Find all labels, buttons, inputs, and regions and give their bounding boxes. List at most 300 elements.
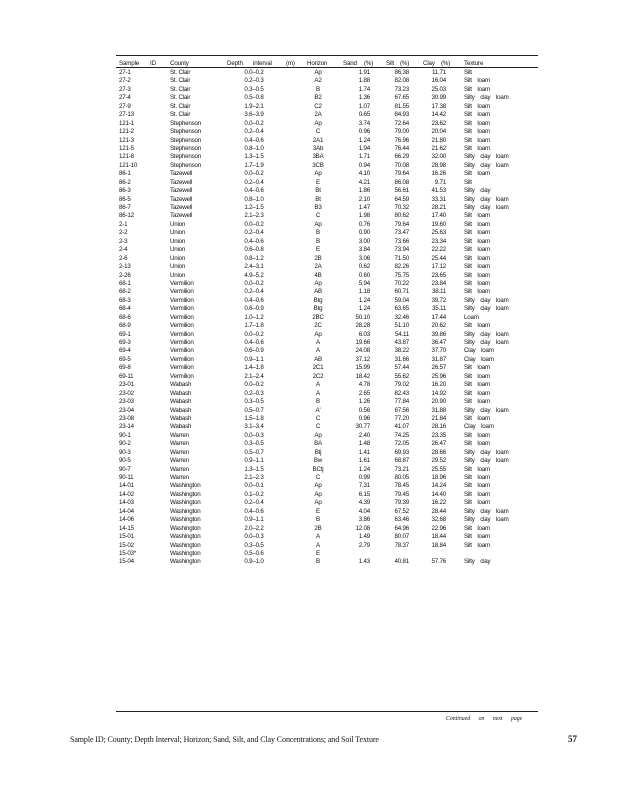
cell-texture: Silt loam [464, 85, 490, 93]
cell-sample-id: 68-9 [119, 322, 131, 330]
table-row [0, 263, 618, 271]
table-header-rule [116, 67, 538, 68]
cell-clay: 17.38 [431, 102, 446, 110]
cell-county: Vermilion [170, 322, 194, 330]
cell-texture: Silt loam [464, 288, 490, 296]
cell-horizon: B [316, 85, 320, 93]
cell-horizon: Ap [314, 119, 322, 127]
cell-county: Wabash [170, 389, 192, 397]
table-row [0, 187, 618, 195]
cell-sample-id: 86-3 [119, 187, 131, 195]
cell-texture: Silty clay loam [464, 296, 509, 304]
header-horizon: Horizon [307, 60, 328, 67]
cell-depth-interval: 0.2–0.4 [244, 178, 264, 186]
cell-county: St. Clair [170, 94, 191, 102]
cell-county: Stephenson [170, 161, 202, 169]
cell-county: Union [170, 254, 186, 262]
cell-sample-id: 90-3 [119, 448, 131, 456]
table-row [0, 415, 618, 423]
cell-county: Vermilion [170, 364, 194, 372]
cell-sand: 4.04 [358, 507, 370, 515]
cell-silt: 86.38 [394, 69, 409, 76]
cell-depth-interval: 0.9–1.1 [244, 355, 264, 363]
cell-clay: 16.22 [431, 499, 446, 507]
cell-silt: 82.43 [394, 389, 409, 397]
cell-horizon: A [316, 347, 320, 355]
cell-depth-interval: 1.7–1.8 [244, 322, 264, 330]
cell-texture: Silt loam [464, 271, 490, 279]
cell-horizon: C [315, 212, 321, 220]
cell-sand: 0.65 [358, 111, 370, 119]
cell-clay: 19.60 [431, 220, 446, 228]
cell-silt: 84.93 [394, 111, 409, 119]
cell-county: Wabash [170, 423, 192, 431]
cell-horizon: B3 [314, 204, 322, 211]
cell-silt: 70.08 [394, 161, 409, 169]
cell-county: Stephenson [170, 119, 202, 127]
cell-county: Vermilion [170, 355, 194, 363]
cell-depth-interval: 3.1–3.4 [244, 423, 264, 431]
cell-texture: Silt loam [464, 490, 490, 498]
cell-depth-interval: 0.8–1.0 [244, 195, 264, 203]
cell-sand: 30.77 [355, 423, 370, 431]
cell-sand: 1.61 [358, 457, 370, 465]
cell-county: Tazewell [170, 212, 193, 220]
cell-horizon: B [316, 237, 320, 245]
table-row [0, 508, 618, 516]
cell-texture: Silt loam [464, 254, 490, 262]
cell-silt: 77.20 [394, 414, 409, 422]
table-row [0, 381, 618, 389]
cell-texture: Silt loam [464, 102, 490, 110]
cell-depth-interval: 1.2–1.5 [244, 204, 264, 211]
cell-depth-interval: 0.0–0.2 [244, 119, 264, 127]
table-row [0, 288, 618, 296]
cell-silt: 70.22 [394, 279, 409, 287]
cell-clay: 28.98 [431, 161, 446, 169]
cell-horizon: 2C1 [312, 364, 324, 372]
cell-clay: 20.04 [431, 128, 446, 136]
cell-depth-interval: 0.0–0.3 [244, 431, 264, 439]
cell-sand: 19.66 [355, 339, 370, 346]
cell-texture: Silty clay loam [464, 195, 509, 203]
table-row [0, 238, 618, 246]
cell-sand: 0.62 [358, 263, 370, 271]
cell-sample-id: 23-04 [119, 406, 134, 414]
cell-depth-interval: 0.4–0.6 [244, 507, 264, 515]
cell-texture: Silt loam [464, 237, 490, 245]
table-row [0, 162, 618, 170]
cell-horizon: 2B [314, 524, 322, 532]
cell-county: Vermilion [170, 279, 194, 287]
cell-clay: 20.90 [431, 398, 446, 406]
cell-county: Vermilion [170, 372, 194, 380]
cell-horizon: B [316, 516, 320, 524]
table-row [0, 398, 618, 406]
cell-sand: 24.08 [355, 347, 370, 355]
cell-depth-interval: 1.9–2.1 [244, 102, 264, 110]
cell-texture: Silt [464, 69, 472, 76]
cell-depth-interval: 0.5–0.7 [244, 448, 264, 456]
cell-texture: Silty clay loam [464, 339, 509, 346]
cell-texture: Silt loam [464, 212, 490, 220]
cell-sample-id: 23-03 [119, 398, 134, 406]
cell-clay: 25.96 [431, 372, 446, 380]
table-row [0, 272, 618, 280]
cell-horizon: BCtj [312, 465, 324, 473]
table-row [0, 128, 618, 136]
header-sand: Sand [343, 60, 357, 67]
cell-depth-interval: 0.4–0.6 [244, 339, 264, 346]
cell-clay: 35.11 [431, 305, 446, 313]
table-row [0, 314, 618, 322]
cell-horizon: C [315, 414, 321, 422]
header-county: County [170, 60, 189, 67]
cell-horizon: Ap [314, 330, 322, 338]
cell-depth-interval: 2.0–2.2 [244, 524, 264, 532]
cell-depth-interval: 0.2–0.4 [244, 128, 264, 136]
cell-sand: 5.94 [358, 279, 370, 287]
table-row [0, 482, 618, 490]
cell-depth-interval: 1.3–1.5 [244, 465, 264, 473]
header-clay: Clay [423, 60, 435, 67]
cell-texture: Silt loam [464, 220, 490, 228]
cell-silt: 64.59 [394, 195, 409, 203]
cell-sand: 1.74 [358, 85, 370, 93]
cell-county: Wabash [170, 398, 192, 406]
cell-depth-interval: 1.7–1.9 [244, 161, 264, 169]
cell-sand: 28.28 [355, 322, 370, 330]
cell-silt: 78.37 [394, 541, 409, 549]
cell-sand: 1.41 [358, 448, 370, 456]
cell-sample-id: 121-3 [119, 136, 134, 144]
cell-county: Wabash [170, 414, 192, 422]
header-interval: interval [253, 60, 272, 67]
cell-clay: 21.62 [431, 144, 446, 152]
cell-clay: 16.20 [431, 381, 446, 389]
cell-clay: 28.66 [431, 448, 446, 456]
cell-texture: Silt loam [464, 246, 490, 254]
table-row [0, 255, 618, 263]
cell-depth-interval: 0.0–0.2 [244, 220, 264, 228]
cell-county: Washington [170, 549, 201, 557]
table-row [0, 77, 618, 85]
cell-sample-id: 121-2 [119, 128, 134, 136]
cell-clay: 14.42 [431, 111, 446, 119]
cell-clay: 25.55 [431, 465, 446, 473]
cell-clay: 26.47 [431, 440, 446, 448]
cell-sand: 1.91 [358, 69, 370, 76]
table-row [0, 432, 618, 440]
cell-silt: 63.46 [394, 516, 409, 524]
header-silt: Silt [386, 60, 394, 67]
cell-silt: 73.47 [394, 229, 409, 237]
cell-texture: Silt loam [464, 279, 490, 287]
cell-county: Warren [170, 448, 189, 456]
cell-county: Washington [170, 524, 201, 532]
cell-sample-id: 23-02 [119, 389, 134, 397]
cell-sample-id: 15-01 [119, 533, 134, 541]
cell-horizon: AB [314, 288, 322, 296]
cell-clay: 22.22 [431, 246, 446, 254]
cell-sand: 3.74 [358, 119, 370, 127]
cell-silt: 82.08 [394, 77, 409, 85]
cell-sand: 2.40 [358, 431, 370, 439]
table-row [0, 280, 618, 288]
cell-depth-interval: 0.4–0.6 [244, 136, 264, 144]
cell-texture: Silty clay loam [464, 305, 509, 313]
cell-clay: 39.86 [431, 330, 446, 338]
cell-sample-id: 23-01 [119, 381, 134, 389]
cell-sample-id: 86-1 [119, 170, 131, 178]
cell-county: Warren [170, 457, 189, 465]
table-row [0, 94, 618, 102]
cell-horizon: 2C [314, 322, 322, 330]
cell-silt: 74.25 [394, 431, 409, 439]
cell-depth-interval: 2.1–2.4 [244, 372, 264, 380]
cell-silt: 67.52 [394, 507, 409, 515]
cell-texture: Silty clay loam [464, 516, 509, 524]
cell-horizon: A' [315, 406, 321, 414]
table-row [0, 339, 618, 347]
cell-depth-interval: 0.3–0.5 [244, 85, 264, 93]
header-clay-unit: (%) [441, 60, 451, 67]
cell-silt: 73.94 [394, 246, 409, 254]
cell-clay: 23.35 [431, 431, 446, 439]
cell-sample-id: 2-3 [119, 237, 128, 245]
table-row [0, 86, 618, 94]
cell-depth-interval: 3.6–3.9 [244, 111, 264, 119]
cell-sample-id: 27-1 [119, 69, 131, 76]
cell-sample-id: 23-14 [119, 423, 134, 431]
table-row [0, 111, 618, 119]
cell-horizon: Ap [314, 69, 322, 76]
cell-texture: Silty clay [464, 187, 491, 195]
cell-silt: 59.04 [394, 296, 409, 304]
cell-silt: 70.32 [394, 204, 409, 211]
cell-sand: 3.84 [358, 246, 370, 254]
cell-clay: 21.84 [431, 414, 446, 422]
cell-silt: 82.26 [394, 263, 409, 271]
cell-depth-interval: 0.0–0.2 [244, 381, 264, 389]
cell-sample-id: 69-3 [119, 339, 131, 346]
cell-clay: 17.44 [431, 313, 446, 321]
cell-silt: 80.62 [394, 212, 409, 220]
cell-sample-id: 2-4 [119, 246, 128, 254]
cell-sample-id: 69-8 [119, 364, 131, 372]
cell-horizon: C [315, 423, 321, 431]
cell-horizon: BA [314, 440, 322, 448]
cell-silt: 38.22 [394, 347, 409, 355]
table-bottom-rule [116, 711, 538, 712]
cell-sand: 1.71 [358, 153, 370, 161]
cell-county: Vermilion [170, 347, 194, 355]
cell-texture: Silt loam [464, 119, 490, 127]
table-row [0, 120, 618, 128]
cell-texture: Silt loam [464, 465, 490, 473]
cell-depth-interval: 0.3–0.5 [244, 440, 264, 448]
cell-clay: 17.12 [431, 263, 446, 271]
cell-texture: Silt loam [464, 499, 490, 507]
cell-sample-id: 68-4 [119, 305, 131, 313]
cell-clay: 23.65 [431, 271, 446, 279]
table-row [0, 322, 618, 330]
cell-sample-id: 86-2 [119, 178, 131, 186]
cell-county: Vermilion [170, 313, 194, 321]
cell-silt: 78.45 [394, 482, 409, 490]
cell-silt: 60.71 [394, 288, 409, 296]
cell-texture: Silt loam [464, 398, 490, 406]
cell-texture: Silty clay loam [464, 161, 509, 169]
cell-county: Stephenson [170, 144, 202, 152]
cell-clay: 38.11 [431, 288, 446, 296]
cell-sand: 18.42 [355, 372, 370, 380]
cell-silt: 79.64 [394, 220, 409, 228]
cell-depth-interval: 0.2–0.4 [244, 288, 264, 296]
cell-sample-id: 69-5 [119, 355, 131, 363]
cell-county: Stephenson [170, 136, 202, 144]
cell-sand: 1.86 [358, 187, 370, 195]
cell-sample-id: 68-1 [119, 279, 131, 287]
cell-sand: 3.86 [358, 516, 370, 524]
cell-clay: 37.70 [431, 347, 446, 355]
cell-horizon: 3BA [312, 153, 324, 161]
cell-horizon: 4B [314, 271, 322, 279]
cell-silt: 72.05 [394, 440, 409, 448]
cell-sand: 1.98 [358, 212, 370, 220]
cell-county: Tazewell [170, 187, 193, 195]
cell-clay: 23.34 [431, 237, 446, 245]
cell-silt: 79.02 [394, 381, 409, 389]
cell-county: Union [170, 263, 186, 271]
cell-depth-interval: 0.9–1.0 [244, 558, 264, 566]
cell-silt: 55.62 [394, 372, 409, 380]
table-row [0, 229, 618, 237]
cell-sand: 6.03 [358, 330, 370, 338]
cell-clay: 25.63 [431, 229, 446, 237]
cell-sample-id: 69-4 [119, 347, 131, 355]
table-row [0, 170, 618, 178]
cell-texture: Silt loam [464, 381, 490, 389]
cell-texture: Silt loam [464, 111, 490, 119]
table-row [0, 474, 618, 482]
cell-county: St. Clair [170, 102, 191, 110]
cell-sample-id: 14-01 [119, 482, 134, 490]
cell-sand: 0.76 [358, 220, 370, 228]
cell-clay: 18.84 [431, 541, 446, 549]
cell-sand: 1.88 [358, 77, 370, 85]
cell-depth-interval: 1.5–1.8 [244, 414, 264, 422]
cell-sample-id: 86-12 [119, 212, 134, 220]
table-row [0, 246, 618, 254]
cell-sample-id: 68-3 [119, 296, 131, 304]
cell-sample-id: 27-2 [119, 77, 131, 85]
cell-county: Tazewell [170, 195, 193, 203]
cell-silt: 76.96 [394, 136, 409, 144]
cell-texture: Loam [464, 313, 479, 321]
cell-silt: 72.64 [394, 119, 409, 127]
cell-sand: 2.79 [358, 541, 370, 549]
table-row [0, 204, 618, 212]
cell-sample-id: 90-1 [119, 431, 131, 439]
cell-depth-interval: 1.4–1.8 [244, 364, 264, 372]
cell-county: Washington [170, 490, 201, 498]
cell-county: St. Clair [170, 77, 191, 85]
cell-sand: 1.43 [358, 558, 370, 566]
cell-texture: Silty clay loam [464, 448, 509, 456]
cell-county: Warren [170, 440, 189, 448]
cell-horizon: B [316, 229, 320, 237]
cell-sample-id: 14-03 [119, 499, 134, 507]
cell-horizon: Ap [314, 220, 322, 228]
cell-horizon: Btg [313, 305, 323, 313]
cell-horizon: E [316, 507, 320, 515]
header-silt-unit: (%) [400, 60, 410, 67]
cell-county: Vermilion [170, 305, 194, 313]
table-row [0, 390, 618, 398]
cell-clay: 11.71 [431, 69, 446, 76]
cell-county: Washington [170, 516, 201, 524]
cell-silt: 73.21 [394, 465, 409, 473]
cell-horizon: Ap [314, 499, 322, 507]
cell-sand: 2.65 [358, 389, 370, 397]
cell-depth-interval: 0.9–1.1 [244, 516, 264, 524]
cell-texture: Silt loam [464, 128, 490, 136]
cell-depth-interval: 0.2–0.4 [244, 499, 264, 507]
cell-horizon: A2 [314, 77, 322, 85]
cell-county: Union [170, 246, 186, 254]
cell-silt: 66.29 [394, 153, 409, 161]
cell-sample-id: 121-1 [119, 119, 134, 127]
cell-county: Vermilion [170, 330, 194, 338]
cell-county: Tazewell [170, 204, 193, 211]
cell-texture: Clay loam [464, 347, 494, 355]
table-row [0, 466, 618, 474]
cell-horizon: 2A [314, 263, 322, 271]
cell-clay: 33.31 [431, 195, 446, 203]
cell-clay: 14.24 [431, 482, 446, 490]
cell-horizon: Ap [314, 431, 322, 439]
cell-sample-id: 86-5 [119, 195, 131, 203]
cell-depth-interval: 0.2–0.3 [244, 77, 264, 85]
table-row [0, 423, 618, 431]
cell-sand: 1.49 [358, 533, 370, 541]
cell-sample-id: 15-02 [119, 541, 134, 549]
cell-clay: 18.44 [431, 533, 446, 541]
cell-clay: 25.03 [431, 85, 446, 93]
table-row [0, 153, 618, 161]
cell-depth-interval: 0.8–1.0 [244, 144, 264, 152]
cell-texture: Silty clay loam [464, 94, 509, 102]
cell-silt: 73.23 [394, 85, 409, 93]
cell-texture: Silt loam [464, 482, 490, 490]
cell-county: Union [170, 220, 186, 228]
cell-clay: 29.52 [431, 457, 446, 465]
table-row [0, 516, 618, 524]
cell-texture: Silt loam [464, 440, 490, 448]
cell-silt: 80.05 [394, 474, 409, 481]
cell-texture: Silt loam [464, 524, 490, 532]
cell-sample-id: 121-5 [119, 144, 134, 152]
cell-sample-id: 27-13 [119, 111, 134, 119]
cell-sample-id: 69-11 [119, 372, 134, 380]
cell-horizon: Bw [313, 457, 323, 465]
header-depth: Depth [227, 60, 243, 67]
cell-depth-interval: 0.0–0.2 [244, 279, 264, 287]
cell-county: Tazewell [170, 178, 193, 186]
table-row [0, 499, 618, 507]
cell-horizon: Ap [314, 279, 322, 287]
